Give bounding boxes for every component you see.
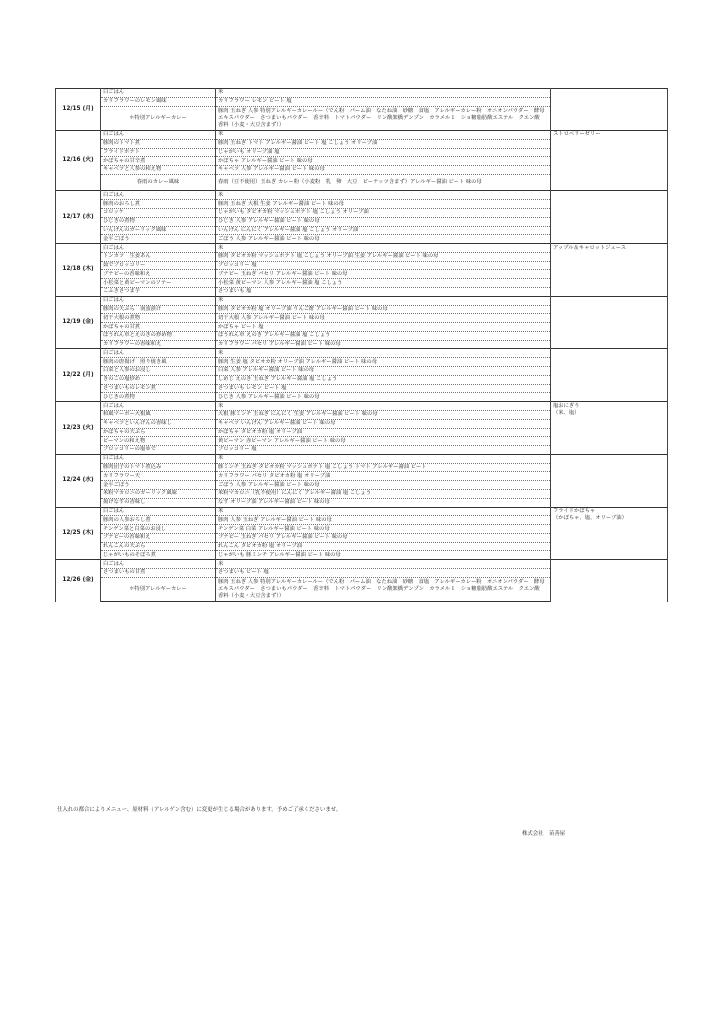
day-snack-note: ストロベリーゼリー [551, 130, 668, 190]
day-date: 12/19 (金) [56, 296, 101, 349]
dish-ingredients: さつまいも レモン ビート 塩 [216, 384, 551, 393]
dish-ingredients: カリフラワー レモン ビート 塩 [216, 97, 551, 106]
dish-name: ブロッコリーの塩ゆで [101, 446, 216, 455]
dish-ingredients: ごぼう 人参 アレルギー醤油 ビート 味の母 [216, 235, 551, 244]
menu-row [56, 244, 668, 253]
dish-name: きのこの塩炒め [101, 375, 216, 384]
dish-name: ブナピーの香味和え [101, 533, 216, 542]
dish-name: れんこんの天ぷら [101, 542, 216, 551]
dish-name: 白ごはん [101, 560, 216, 569]
dish-ingredients: 米 [216, 507, 551, 516]
menu-row [56, 349, 668, 358]
dish-ingredients: かぼちゃ ビート 塩 [216, 323, 551, 332]
dish-name: 和風マーボー大根風 [101, 410, 216, 419]
dish-name: ひじきの煮物 [101, 393, 216, 402]
dish-name: じゃがいものそぼろ煮 [101, 551, 216, 560]
dish-ingredients: 豚ミンチ 玉ねぎ タピオカ粉 マッシュポテト 塩 こしょう トマト アレルギー醤油 ビート [216, 463, 551, 472]
dish-name: さつまいものレモン煮 [101, 384, 216, 393]
dish-name: 白ごはん [101, 296, 216, 305]
dish-name: 豚肉の唐揚げ 照り焼き風 [101, 358, 216, 367]
dish-name: かぼちゃの甘辛煮 [101, 157, 216, 166]
dish-ingredients: ブロッコリー 塩 [216, 261, 551, 270]
menu-row [56, 130, 668, 139]
dish-ingredients: ごぼう 人参 アレルギー醤油 ビート 味の母 [216, 481, 551, 490]
dish-name: 米粉マカロニのガーリック風味 [101, 489, 216, 498]
dish-name: 白ごはん [101, 191, 216, 200]
dish-name: 茹でブロッコリー [101, 261, 216, 270]
dish-name: ピーマンの和え物 [101, 437, 216, 446]
dish-name: 豚肉のおろし煮 [101, 200, 216, 209]
day-snack-note [551, 89, 668, 131]
dish-name: さつまいもの甘煮 [101, 569, 216, 578]
dish-name: ブナピーの香味和え [101, 270, 216, 279]
dish-ingredients: チンゲン菜 白菜 アレルギー醤油 ビート 味の母 [216, 525, 551, 534]
dish-ingredients: かぼちゃ アレルギー醤油 ビート 味の母 [216, 157, 551, 166]
dish-name: 切干大根の煮物 [101, 314, 216, 323]
dish-name: キャベツといんげんの香味し [101, 419, 216, 428]
dish-ingredients: カリフラワー パセリ タピオカ粉 塩 オリーブ油 [216, 472, 551, 481]
dish-name: チンゲン菜と白菜のお浸し [101, 525, 216, 534]
dish-ingredients: なす オリーブ油 アレルギー醤油 ビート 味の母 [216, 498, 551, 507]
day-snack-note [551, 191, 668, 244]
dish-name: ひじきの煮物 [101, 217, 216, 226]
company-name: 株式会社 苗善屋 [522, 831, 566, 837]
dish-ingredients: かぼちゃ タピオカ粉 塩 オリーブ油 [216, 428, 551, 437]
day-date: 12/23 (火) [56, 402, 101, 455]
dish-ingredients: カリフラワー パセリ アレルギー醤油 ビート 味の母 [216, 340, 551, 349]
dish-ingredients: 米 [216, 454, 551, 463]
day-snack-note: アップル＆キャロットジュース [551, 244, 668, 297]
day-date: 12/24 (水) [56, 454, 101, 507]
dish-ingredients: 春雨（豆不使用）玉ねぎ カレー粉（小麦粉 乳 卵 大豆 ピーナッツ含まず）アレルギー醤油 ビート 味の母 [216, 174, 551, 191]
dish-name: 豚肉の天ぷら 南蛮漬け [101, 305, 216, 314]
dish-name: 白ごはん [101, 244, 216, 253]
dish-name: 小松菜と黄ピーマンのソテー [101, 279, 216, 288]
dish-ingredients: 小松菜 黄ピーマン 人参 アレルギー醤油 塩 こしょう [216, 279, 551, 288]
day-snack-note [551, 560, 668, 602]
footer-notice: 仕入れの都合によりメニュー、原材料（アレルゲン含む）に変更が生じる場合があります。予めご了承くださいませ。 [57, 807, 342, 813]
dish-ingredients: しめじ えのき 玉ねぎ アレルギー醤油 塩 こしょう [216, 375, 551, 384]
day-date: 12/22 (月) [56, 349, 101, 402]
dish-ingredients: 豚肉 玉ねぎ 大根 生姜 アレルギー醤油 ビート 味の母 [216, 200, 551, 209]
dish-name: 白ごはん [101, 89, 216, 98]
dish-name: カリフラワー天 [101, 472, 216, 481]
day-snack-note [551, 296, 668, 349]
dish-name: かぼちゃの天ぷら [101, 428, 216, 437]
dish-name: ＊特別アレルギーカレー [101, 577, 216, 601]
dish-ingredients: 大根 豚ミンチ 玉ねぎ にんにく 生姜 アレルギー醤油 ビート 味の母 [216, 410, 551, 419]
dish-ingredients: 豚肉 タピオカ粉 マッシュポテト 塩 こしょう オリーブ油 生姜 アレルギー醤油 ビート 味の母 [216, 252, 551, 261]
dish-name: ほうれん草とえのきの炒め物 [101, 331, 216, 340]
dish-name: 白ごはん [101, 130, 216, 139]
dish-ingredients: 黄ピーマン 赤ピーマン アレルギー醤油 ビート 味の母 [216, 437, 551, 446]
dish-ingredients: 白菜 人参 アレルギー醤油 ビート 味の母 [216, 367, 551, 376]
dish-name: いんげんのガーリック風味 [101, 226, 216, 235]
menu-row [56, 296, 668, 305]
dish-ingredients: 米 [216, 560, 551, 569]
dish-ingredients: 豚肉 玉ねぎ トマト アレルギー醤油 ビート 塩 こしょう オリーブ油 [216, 139, 551, 148]
dish-ingredients: さつまいも ビート 塩 [216, 569, 551, 578]
dish-ingredients: 米 [216, 191, 551, 200]
dish-name: 白菜と人参のお浸し [101, 367, 216, 376]
menu-row [56, 402, 668, 411]
dish-ingredients: 米 [216, 130, 551, 139]
dish-ingredients: ひじき 人参 アレルギー醤油 ビート 味の母 [216, 393, 551, 402]
dish-name: カリフラワーの香味和え [101, 340, 216, 349]
dish-ingredients: 豚肉 タピオカ粉 塩 オリーブ油 りんご酢 アレルギー醤油 ビート 味の母 [216, 305, 551, 314]
day-snack-note [551, 454, 668, 507]
dish-ingredients: 切干大根 人参 アレルギー醤油 ビート 味の母 [216, 314, 551, 323]
dish-ingredients: キャベツ いんげん アレルギー醤油 ビート 味の母 [216, 419, 551, 428]
dish-ingredients: 豚肉 生姜 塩 タピオカ粉 オリーブ油 アレルギー醤油 ビート 味の母 [216, 358, 551, 367]
day-snack-note: フライドかぼちゃ （かぼちゃ、塩、オリーブ油） [551, 507, 668, 560]
dish-ingredients: 米 [216, 296, 551, 305]
dish-name: 白ごはん [101, 349, 216, 358]
menu-row [56, 507, 668, 516]
dish-name: 豚肉の人参おろし煮 [101, 516, 216, 525]
dish-name: 春雨のカレー風味 [101, 174, 216, 191]
dish-name: キャベツと人参の和え物 [101, 166, 216, 175]
dish-ingredients: ブロッコリー 塩 [216, 446, 551, 455]
menu-row [56, 89, 668, 98]
dish-name: 白ごはん [101, 507, 216, 516]
day-date: 12/15 (月) [56, 89, 101, 131]
dish-name: こふきさつま芋 [101, 288, 216, 297]
dish-ingredients: 豚肉 玉ねぎ 人参 特別アレルギーカレールー（でん粉 パーム油 なたね油 砂糖 食塩 アレルギーカレー粉 オニオンパウダー 酵母エキスパウダー さつまいもパウダー 香辛料 トマトパウダー リン酸架橋デンプン カラメル１ ショ糖脂肪酸エステル クエン酸 香料（小麦・大豆含まず）） [216, 577, 551, 601]
menu-row [56, 191, 668, 200]
dish-ingredients: 米 [216, 244, 551, 253]
day-date: 12/16 (火) [56, 130, 101, 190]
dish-name: カリフラワーのレモン風味 [101, 97, 216, 106]
day-date: 12/18 (木) [56, 244, 101, 297]
menu-row [56, 454, 668, 463]
dish-name: フライドポテト [101, 148, 216, 157]
day-date: 12/25 (木) [56, 507, 101, 560]
dish-name: 豚肉のトマト煮 [101, 139, 216, 148]
dish-name: 白ごはん [101, 454, 216, 463]
dish-name: 揚げなすの香味し [101, 498, 216, 507]
day-date: 12/26 (金) [56, 560, 101, 602]
dish-ingredients: じゃがいも タピオカ粉 マッシュポテト 塩 こしょう オリーブ油 [216, 208, 551, 217]
dish-ingredients: ほうれん草 えのき アレルギー醤油 塩 こしょう [216, 331, 551, 340]
dish-name: 白ごはん [101, 402, 216, 411]
dish-ingredients: いんげん にんにく アレルギー醤油 塩 こしょう オリーブ油 [216, 226, 551, 235]
dish-name: 金平ごぼう [101, 235, 216, 244]
dish-ingredients: 米粉マカロニ（乳不使用）にんにく アレルギー醤油 塩 こしょう [216, 489, 551, 498]
allergy-menu-table [55, 88, 668, 602]
dish-name: ＊特別アレルギーカレー [101, 106, 216, 130]
dish-ingredients: じゃがいも 豚ミンチ アレルギー醤油 ビート 味の母 [216, 551, 551, 560]
dish-name: 豚肉団子のトマト煮込み [101, 463, 216, 472]
dish-ingredients: ブナピー 玉ねぎ パセリ アレルギー醤油 ビート 味の母 [216, 533, 551, 542]
dish-ingredients: 豚肉 人参 玉ねぎ アレルギー醤油 ビート 味の母 [216, 516, 551, 525]
dish-name: 金平ごぼう [101, 481, 216, 490]
dish-ingredients: れんこん タピオカ粉 塩 オリーブ油 [216, 542, 551, 551]
dish-ingredients: さつまいも 塩 [216, 288, 551, 297]
dish-name: コロッケ [101, 208, 216, 217]
dish-ingredients: 米 [216, 349, 551, 358]
day-snack-note [551, 349, 668, 402]
menu-table-body [56, 89, 668, 602]
day-snack-note: 塩おにぎり （米、塩） [551, 402, 668, 455]
dish-ingredients: ひじき 人参 アレルギー醤油 ビート 味の母 [216, 217, 551, 226]
dish-ingredients: 豚肉 玉ねぎ 人参 特別アレルギーカレールー（でん粉 パーム油 なたね油 砂糖 食塩 アレルギーカレー粉 オニオンパウダー 酵母エキスパウダー さつまいもパウダー 香辛料 トマトパウダー リン酸架橋デンプン カラメル１ ショ糖脂肪酸エステル クエン酸 香料（小麦・大豆含まず）） [216, 106, 551, 130]
menu-row [56, 560, 668, 569]
day-date: 12/17 (水) [56, 191, 101, 244]
dish-name: トンカツ 生姜あん [101, 252, 216, 261]
dish-ingredients: ブナピー 玉ねぎ パセリ アレルギー醤油 ビート 味の母 [216, 270, 551, 279]
dish-ingredients: じゃがいも オリーブ油 塩 [216, 148, 551, 157]
dish-name: かぼちゃの甘煮 [101, 323, 216, 332]
dish-ingredients: 米 [216, 89, 551, 98]
dish-ingredients: 米 [216, 402, 551, 411]
dish-ingredients: キャベツ 人参 アレルギー醤油 ビート 味の母 [216, 166, 551, 175]
